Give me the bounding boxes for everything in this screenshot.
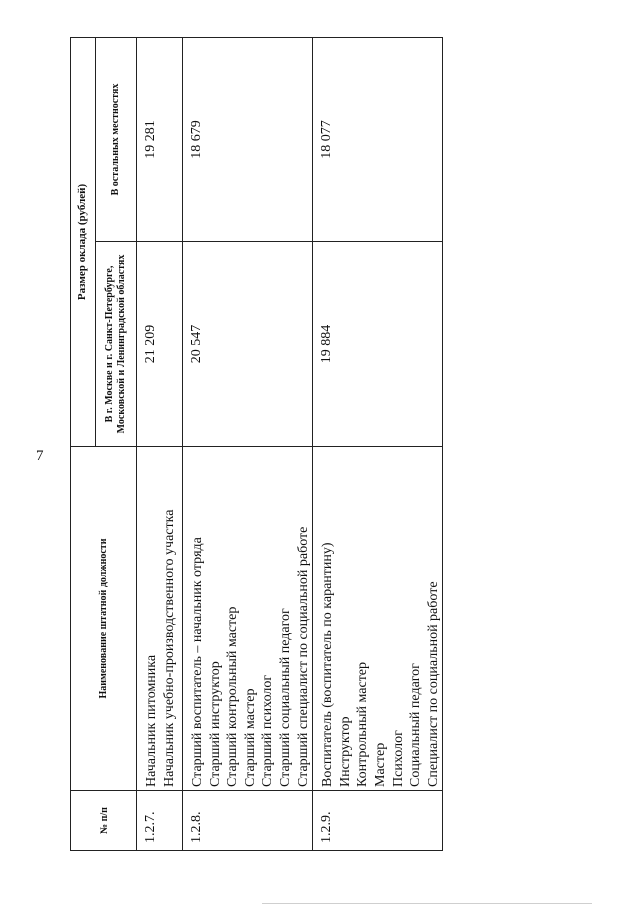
position-name: Старший психолог: [260, 674, 276, 787]
position-name: Психолог: [390, 730, 406, 787]
salary-moscow: 21 209: [137, 242, 183, 447]
header-other: В остальных местностях: [96, 37, 137, 241]
position-name: Старший инструктор: [207, 661, 223, 787]
position-name: Начальник учебно-производственного участка: [161, 509, 177, 787]
position-name: Инструктор: [337, 716, 353, 787]
position-list: [313, 447, 443, 791]
position-list: [183, 447, 313, 791]
table-row: [137, 37, 183, 850]
position-name: Контрольный мастер: [355, 661, 371, 787]
salary-moscow: 20 547: [183, 242, 313, 447]
position-name: Специалист по социальной работе: [425, 581, 441, 787]
header-salary: Размер оклада (рублей): [71, 37, 96, 446]
position-name: Мастер: [372, 742, 388, 787]
salary-moscow: 19 884: [313, 242, 443, 447]
position-list: [137, 447, 183, 791]
header-position: Наименование штатной должности: [71, 447, 137, 791]
position-name: Старший контрольный мастер: [225, 606, 241, 787]
header-number: № п/п: [71, 791, 137, 851]
rotated-table-area: [70, 38, 442, 851]
row-number: 1.2.9.: [313, 791, 443, 851]
table-row: [313, 37, 443, 850]
position-name: Старший воспитатель – начальник отряда: [190, 537, 205, 787]
position-name: Воспитатель (воспитатель по карантину): [320, 542, 336, 787]
row-number: 1.2.8.: [183, 791, 313, 851]
position-name: Старший специалист по социальной работе: [295, 526, 311, 787]
header-moscow: В г. Москве и г. Санкт-Петербурге, Московской и Ленинградской областях: [96, 242, 137, 447]
salary-other: 19 281: [137, 37, 183, 241]
salary-table: [70, 37, 443, 851]
salary-other: 18 077: [313, 37, 443, 241]
page-edge-line: [262, 903, 592, 904]
position-name: Старший социальный педагог: [277, 608, 293, 787]
salary-other: 18 679: [183, 37, 313, 241]
position-name: Старший мастер: [242, 688, 258, 787]
table-container: [70, 38, 442, 851]
position-name: Социальный педагог: [408, 663, 424, 787]
row-number: 1.2.7.: [137, 791, 183, 851]
page-number: 7: [36, 448, 44, 464]
table-row: [183, 37, 313, 850]
position-name: Начальник питомника: [144, 654, 159, 787]
